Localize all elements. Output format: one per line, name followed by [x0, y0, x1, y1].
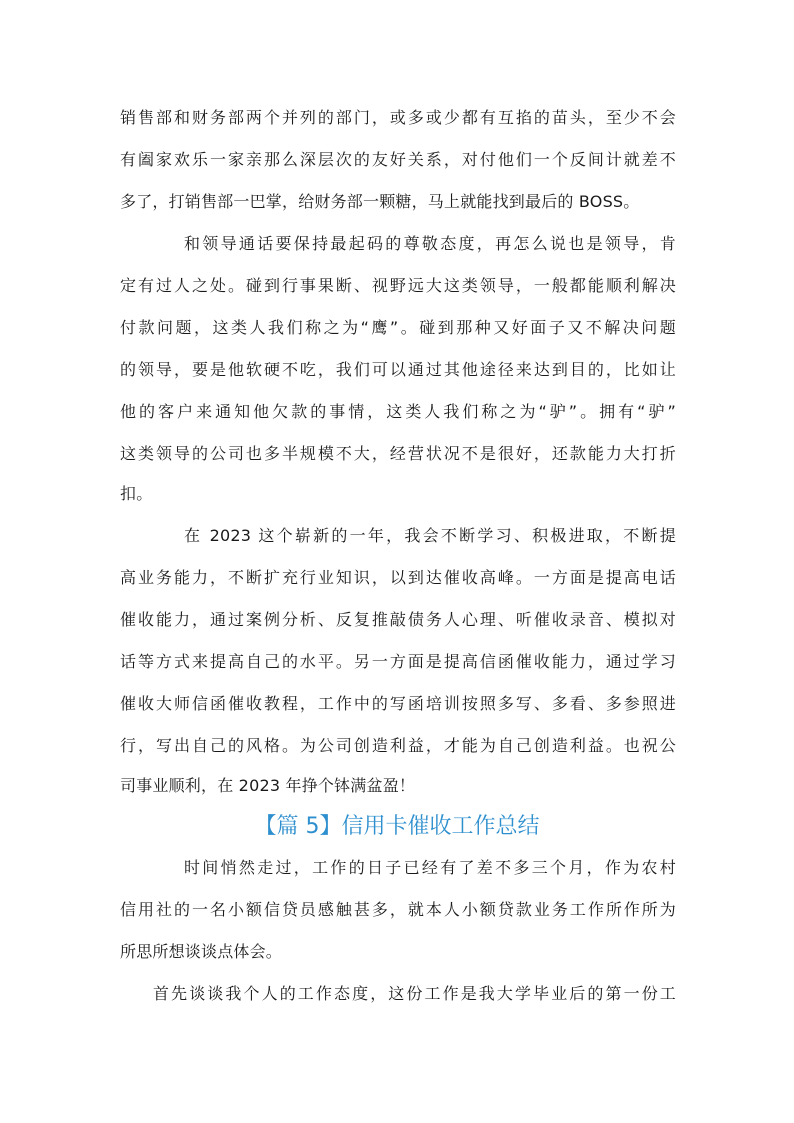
text-line: 扣。 [120, 484, 153, 503]
section-heading: 【篇 5】信用卡催收工作总结 [254, 814, 540, 839]
text-line: 时间悄然走过，工作的日子已经有了差不多三个月，作为农村 [184, 858, 676, 877]
text-line: 话等方式来提高自己的水平。另一方面是提高信函催收能力，通过学习 [120, 652, 676, 671]
text-line: 的领导，要是他软硬不吃，我们可以通过其他途径来达到目的，比如让 [120, 360, 676, 379]
text-line: 多了，打销售部一巴掌，给财务部一颗糖，马上就能找到最后的 BOSS。 [120, 192, 640, 211]
text-line: 催收能力，通过案例分析、反复推敲债务人心理、听催收录音、模拟对 [120, 610, 676, 629]
text-line: 在 2023 这个崭新的一年，我会不断学习、积极进取，不断提 [184, 526, 676, 545]
text-line: 销售部和财务部两个并列的部门，或多或少都有互掐的苗头，至少不会 [120, 108, 676, 127]
text-line: 信用社的一名小额信贷员感触甚多，就本人小额贷款业务工作所作所为 [120, 900, 676, 919]
text-line: 和领导通话要保持最起码的尊敬态度，再怎么说也是领导，肯 [184, 234, 676, 253]
text-line: 所思所想谈谈点体会。 [120, 942, 283, 961]
text-line: 高业务能力，不断扩充行业知识，以到达催收高峰。一方面是提高电话 [120, 568, 676, 587]
text-line: 这类领导的公司也多半规模不大，经营状况不是很好，还款能力大打折 [120, 444, 676, 463]
text-line: 首先谈谈我个人的工作态度，这份工作是我大学毕业后的第一份工 [153, 984, 676, 1003]
text-line: 有阖家欢乐一家亲那么深层次的友好关系，对付他们一个反间计就差不 [120, 150, 676, 169]
text-line: 付款问题，这类人我们称之为“鹰”。碰到那种又好面子又不解决问题 [120, 318, 676, 337]
text-line: 司事业顺利，在 2023 年挣个钵满盆盈！ [120, 776, 416, 795]
text-line: 他的客户来通知他欠款的事情，这类人我们称之为“驴”。拥有“驴” [120, 402, 676, 421]
text-line: 行，写出自己的风格。为公司创造利益，才能为自己创造利益。也祝公 [120, 736, 676, 755]
text-line: 催收大师信函催收教程，工作中的写函培训按照多写、多看、多参照进 [120, 694, 676, 713]
text-line: 定有过人之处。碰到行事果断、视野远大这类领导，一般都能顺利解决 [120, 276, 676, 295]
